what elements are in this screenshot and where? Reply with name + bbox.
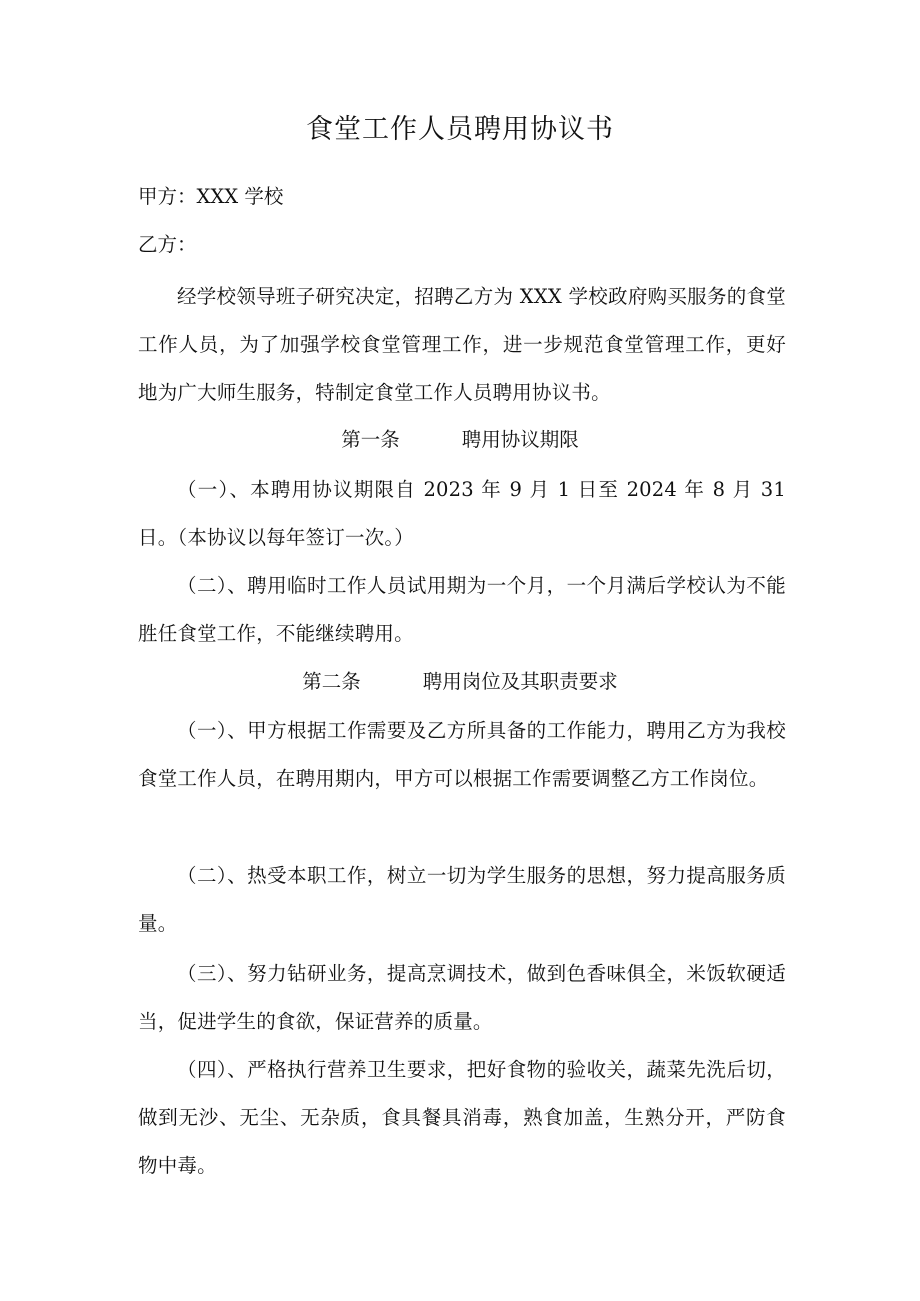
article-1-heading [0,425,920,455]
article-1-clause-1: （一）、本聘用协议期限自 2023 年 9 月 1 日至 2024 年 8 月 31 日。（本协议以每年签订一次。） [138,478,786,549]
article-2-clause-4: （四）、严格执行营养卫生要求，把好食物的验收关，蔬菜先洗后切，做到无沙、无尘、无杂质，食具餐具消毒，熟食加盖，生熟分开，严防食物中毒。 [138,1058,786,1177]
article-1-title: 聘用协议期限 [461,428,579,451]
article-2-clause-2: （二）、热受本职工作，树立一切为学生服务的思想，努力提高服务质量。 [138,864,786,935]
article-1-clause-2: （二）、聘用临时工作人员试用期为一个月，一个月满后学校认为不能胜任食堂工作，不能继续聘用。 [138,574,786,645]
intro-paragraph: 经学校领导班子研究决定，招聘乙方为 XXX 学校政府购买服务的食堂工作人员，为了加强学校食堂管理工作，进一步规范食堂管理工作，更好地为广大师生服务，特制定食堂工作人员聘用协议书。 [138,285,786,404]
party-a: 甲方：XXX 学校 [138,185,284,208]
article-2-clause-1: （一）、甲方根据工作需要及乙方所具备的工作能力，聘用乙方为我校食堂工作人员，在聘用期内，甲方可以根据工作需要调整乙方工作岗位。 [138,719,786,790]
article-2-number: 第二条 [302,670,361,693]
article-2-title: 聘用岗位及其职责要求 [422,670,618,693]
document-title: 食堂工作人员聘用协议书 [306,114,614,145]
article-2-heading [0,667,920,697]
party-b: 乙方： [138,233,197,256]
article-2-clause-3: （三）、努力钻研业务，提高烹调技术，做到色香味俱全，米饭软硬适当，促进学生的食欲，保证营养的质量。 [138,962,786,1033]
article-1-number: 第一条 [341,428,400,451]
